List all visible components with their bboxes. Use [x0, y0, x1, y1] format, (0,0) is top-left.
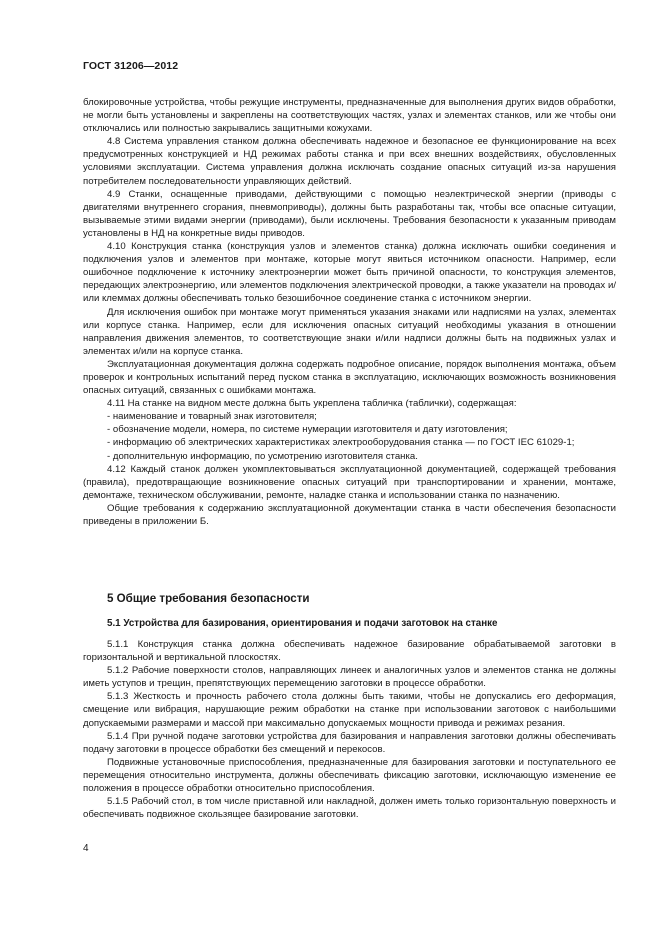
- page-number: 4: [83, 843, 89, 854]
- body-text-block-1: [83, 96, 616, 528]
- paragraph: 5.1.1 Конструкция станка должна обеспечивать надежное базирование обрабатываемой заготовки в горизонтальной и вертикальной плоскостях.: [83, 639, 616, 664]
- paragraph: 4.12 Каждый станок должен укомплектовываться эксплуатационной документацией, содержащей требования (правила), предотвращающие возникновение опасных ситуаций при транспортировании и хранении, монтаже, демонтаже, техническом обслуживании, ремонте, наладке станка и использовании станка по назначению.: [83, 463, 616, 501]
- paragraph: - наименование и товарный знак изготовителя;: [107, 411, 317, 423]
- paragraph: 5.1.4 При ручной подаче заготовки устройства для базирования и направления заготовки должны обеспечивать подачу заготовки в процессе обработки без смещений и перекосов.: [83, 730, 616, 755]
- section-5-heading: 5 Общие требования безопасности: [107, 592, 310, 605]
- paragraph: - информацию об электрических характеристиках электрооборудования станка — по ГОСТ IEC 61029-1;: [107, 437, 575, 449]
- paragraph: - обозначение модели, номера, по системе нумерации изготовителя и дату изготовления;: [107, 424, 508, 436]
- paragraph: Для исключения ошибок при монтаже могут применяться указания знаками или надписями на узлах, элементах или корпусе станка. Например, если для исключения опасных ситуаций необходимы указания в отношении направления движения элементов, то соответствующие знаки и/или надписи должны быть на подвижных узлах и элементах и/или на корпусе станка.: [83, 306, 616, 357]
- paragraph: 4.8 Система управления станком должна обеспечивать надежное и безопасное ее функционирование на всех предусмотренных конструкцией и НД режимах работы станка и при всех внешних воздействиях, обусловленных условиями эксплуатации. Система управления должна исключать создание опасных ситуаций из-за нарушения потребителем последовательности управляющих действий.: [83, 136, 616, 187]
- paragraph: блокировочные устройства, чтобы режущие инструменты, предназначенные для выполнения других видов обработки, не могли быть установлены и закреплены на соответствующих частях, узлах и элементах станков, или же чтобы они отключались или полностью закрывались защитными кожухами.: [83, 97, 616, 135]
- paragraph: 4.10 Конструкция станка (конструкция узлов и элементов станка) должна исключать ошибки соединения и подключения узлов и элементов при монтаже, которые могут явиться источником опасности. Например, если ошибочное подключение к источнику электроэнергии может быть причиной опасности, то конструкция элементов, передающих электроэнергию, или элементов подключения электрической проводки, а также указатели на проводах и/или клеммах должны обеспечивать только безошибочное соединение станка с источником энергии.: [83, 241, 616, 305]
- paragraph: Общие требования к содержанию эксплуатационной документации станка в части обеспечения безопасности приведены в приложении Б.: [83, 502, 616, 527]
- paragraph: 5.1.2 Рабочие поверхности столов, направляющих линеек и аналогичных узлов и элементов станка не должны иметь уступов и трещин, препятствующих перемещению заготовки в процессе обработки.: [83, 665, 616, 690]
- paragraph: - дополнительную информацию, по усмотрению изготовителя станка.: [107, 450, 418, 462]
- paragraph: Подвижные установочные приспособления, предназначенные для базирования заготовки и поступательного ее перемещения относительно инструмента, должны обеспечивать фиксацию заготовки, исключающую изменение ее положения в процессе обработки относительно приспособления.: [83, 756, 616, 795]
- subsection-5-1-heading: 5.1 Устройства для базирования, ориентирования и подачи заготовок на станке: [107, 618, 498, 629]
- paragraph: 4.11 На станке на видном месте должна быть укреплена табличка (таблички), содержащая:: [107, 398, 517, 410]
- paragraph: 4.9 Станки, оснащенные приводами, действующими с помощью неэлектрической энергии (приводы с двигателями внутреннего сгорания, пневмоприводы), должны быть разработаны так, чтобы все опасные ситуации, вызываемые этими видами энергии (приводами), были исключены. Требования безопасности к указанным приводам установлены в НД на конкретные виды приводов.: [83, 188, 616, 239]
- document-header: ГОСТ 31206—2012: [83, 60, 179, 72]
- paragraph: 5.1.5 Рабочий стол, в том числе приставной или накладной, должен иметь только горизонтальную поверхность и обеспечивать подвижное скользящее базирование заготовки.: [83, 796, 616, 821]
- paragraph: Эксплуатационная документация должна содержать подробное описание, порядок выполнения монтажа, объем проверок и контрольных испытаний перед пуском станка в эксплуатацию, исключающих возможность возникновения опасных ситуаций, связанных с ошибками монтажа.: [83, 358, 616, 397]
- paragraph: 5.1.3 Жесткость и прочность рабочего стола должны быть такими, чтобы не допускались его деформация, смещение или вибрация, нарушающие режим обработки на станке при использовании заготовок с наибольшими допускаемыми размерами и массой при максимально допускаемых мощности привода и режимах резания.: [83, 691, 616, 729]
- body-text-block-2: [83, 638, 616, 821]
